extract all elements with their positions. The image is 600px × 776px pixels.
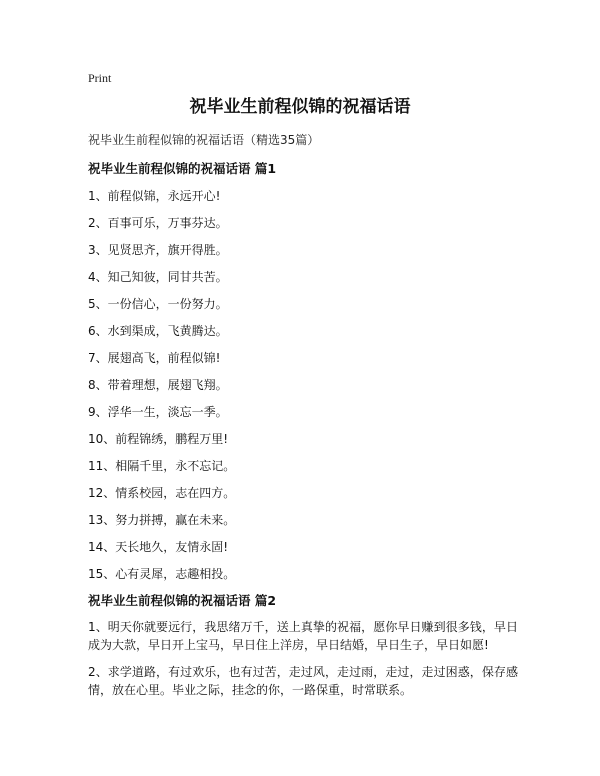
wish-list-section-2 bbox=[88, 618, 518, 708]
list-item: 15、心有灵犀，志趣相投。 bbox=[88, 567, 236, 581]
wish-list-section-1 bbox=[88, 188, 518, 593]
list-item: 9、浮华一生，淡忘一季。 bbox=[88, 405, 228, 419]
list-item: 7、展翅高飞，前程似锦! bbox=[88, 351, 221, 365]
list-item: 12、情系校园，志在四方。 bbox=[88, 486, 236, 500]
list-item: 1、明天你就要远行，我思绪万千，送上真挚的祝福，愿你早日赚到很多钱，早日成为大款，早日开上宝马，早日住上洋房，早日结婚，早日生子，早日如愿! bbox=[88, 620, 518, 652]
section-heading-2: 祝毕业生前程似锦的祝福话语 篇2 bbox=[88, 593, 277, 608]
print-label[interactable]: Print bbox=[88, 71, 112, 85]
list-item: 4、知己知彼，同甘共苦。 bbox=[88, 270, 228, 284]
list-item: 13、努力拼搏，赢在未来。 bbox=[88, 513, 236, 527]
list-item: 11、相隔千里，永不忘记。 bbox=[88, 459, 236, 473]
list-item: 3、见贤思齐，旗开得胜。 bbox=[88, 243, 228, 257]
list-item: 8、带着理想，展翅飞翔。 bbox=[88, 378, 228, 392]
list-item: 2、求学道路，有过欢乐，也有过苦，走过风，走过雨，走过，走过困惑，保存感情，放在心里。毕业之际，挂念的你，一路保重，时常联系。 bbox=[88, 665, 518, 697]
section-heading-1: 祝毕业生前程似锦的祝福话语 篇1 bbox=[88, 161, 277, 176]
list-item: 6、水到渠成，飞黄腾达。 bbox=[88, 324, 228, 338]
list-item: 5、一份信心，一份努力。 bbox=[88, 297, 228, 311]
list-item: 1、前程似锦，永远开心! bbox=[88, 189, 221, 203]
list-item: 2、百事可乐，万事芬达。 bbox=[88, 216, 228, 230]
document-subtitle: 祝毕业生前程似锦的祝福话语（精选35篇） bbox=[88, 133, 320, 147]
list-item: 14、天长地久，友情永固! bbox=[88, 540, 229, 554]
list-item: 10、前程锦绣，鹏程万里! bbox=[88, 432, 229, 446]
page-title: 祝毕业生前程似锦的祝福话语 bbox=[189, 97, 411, 117]
